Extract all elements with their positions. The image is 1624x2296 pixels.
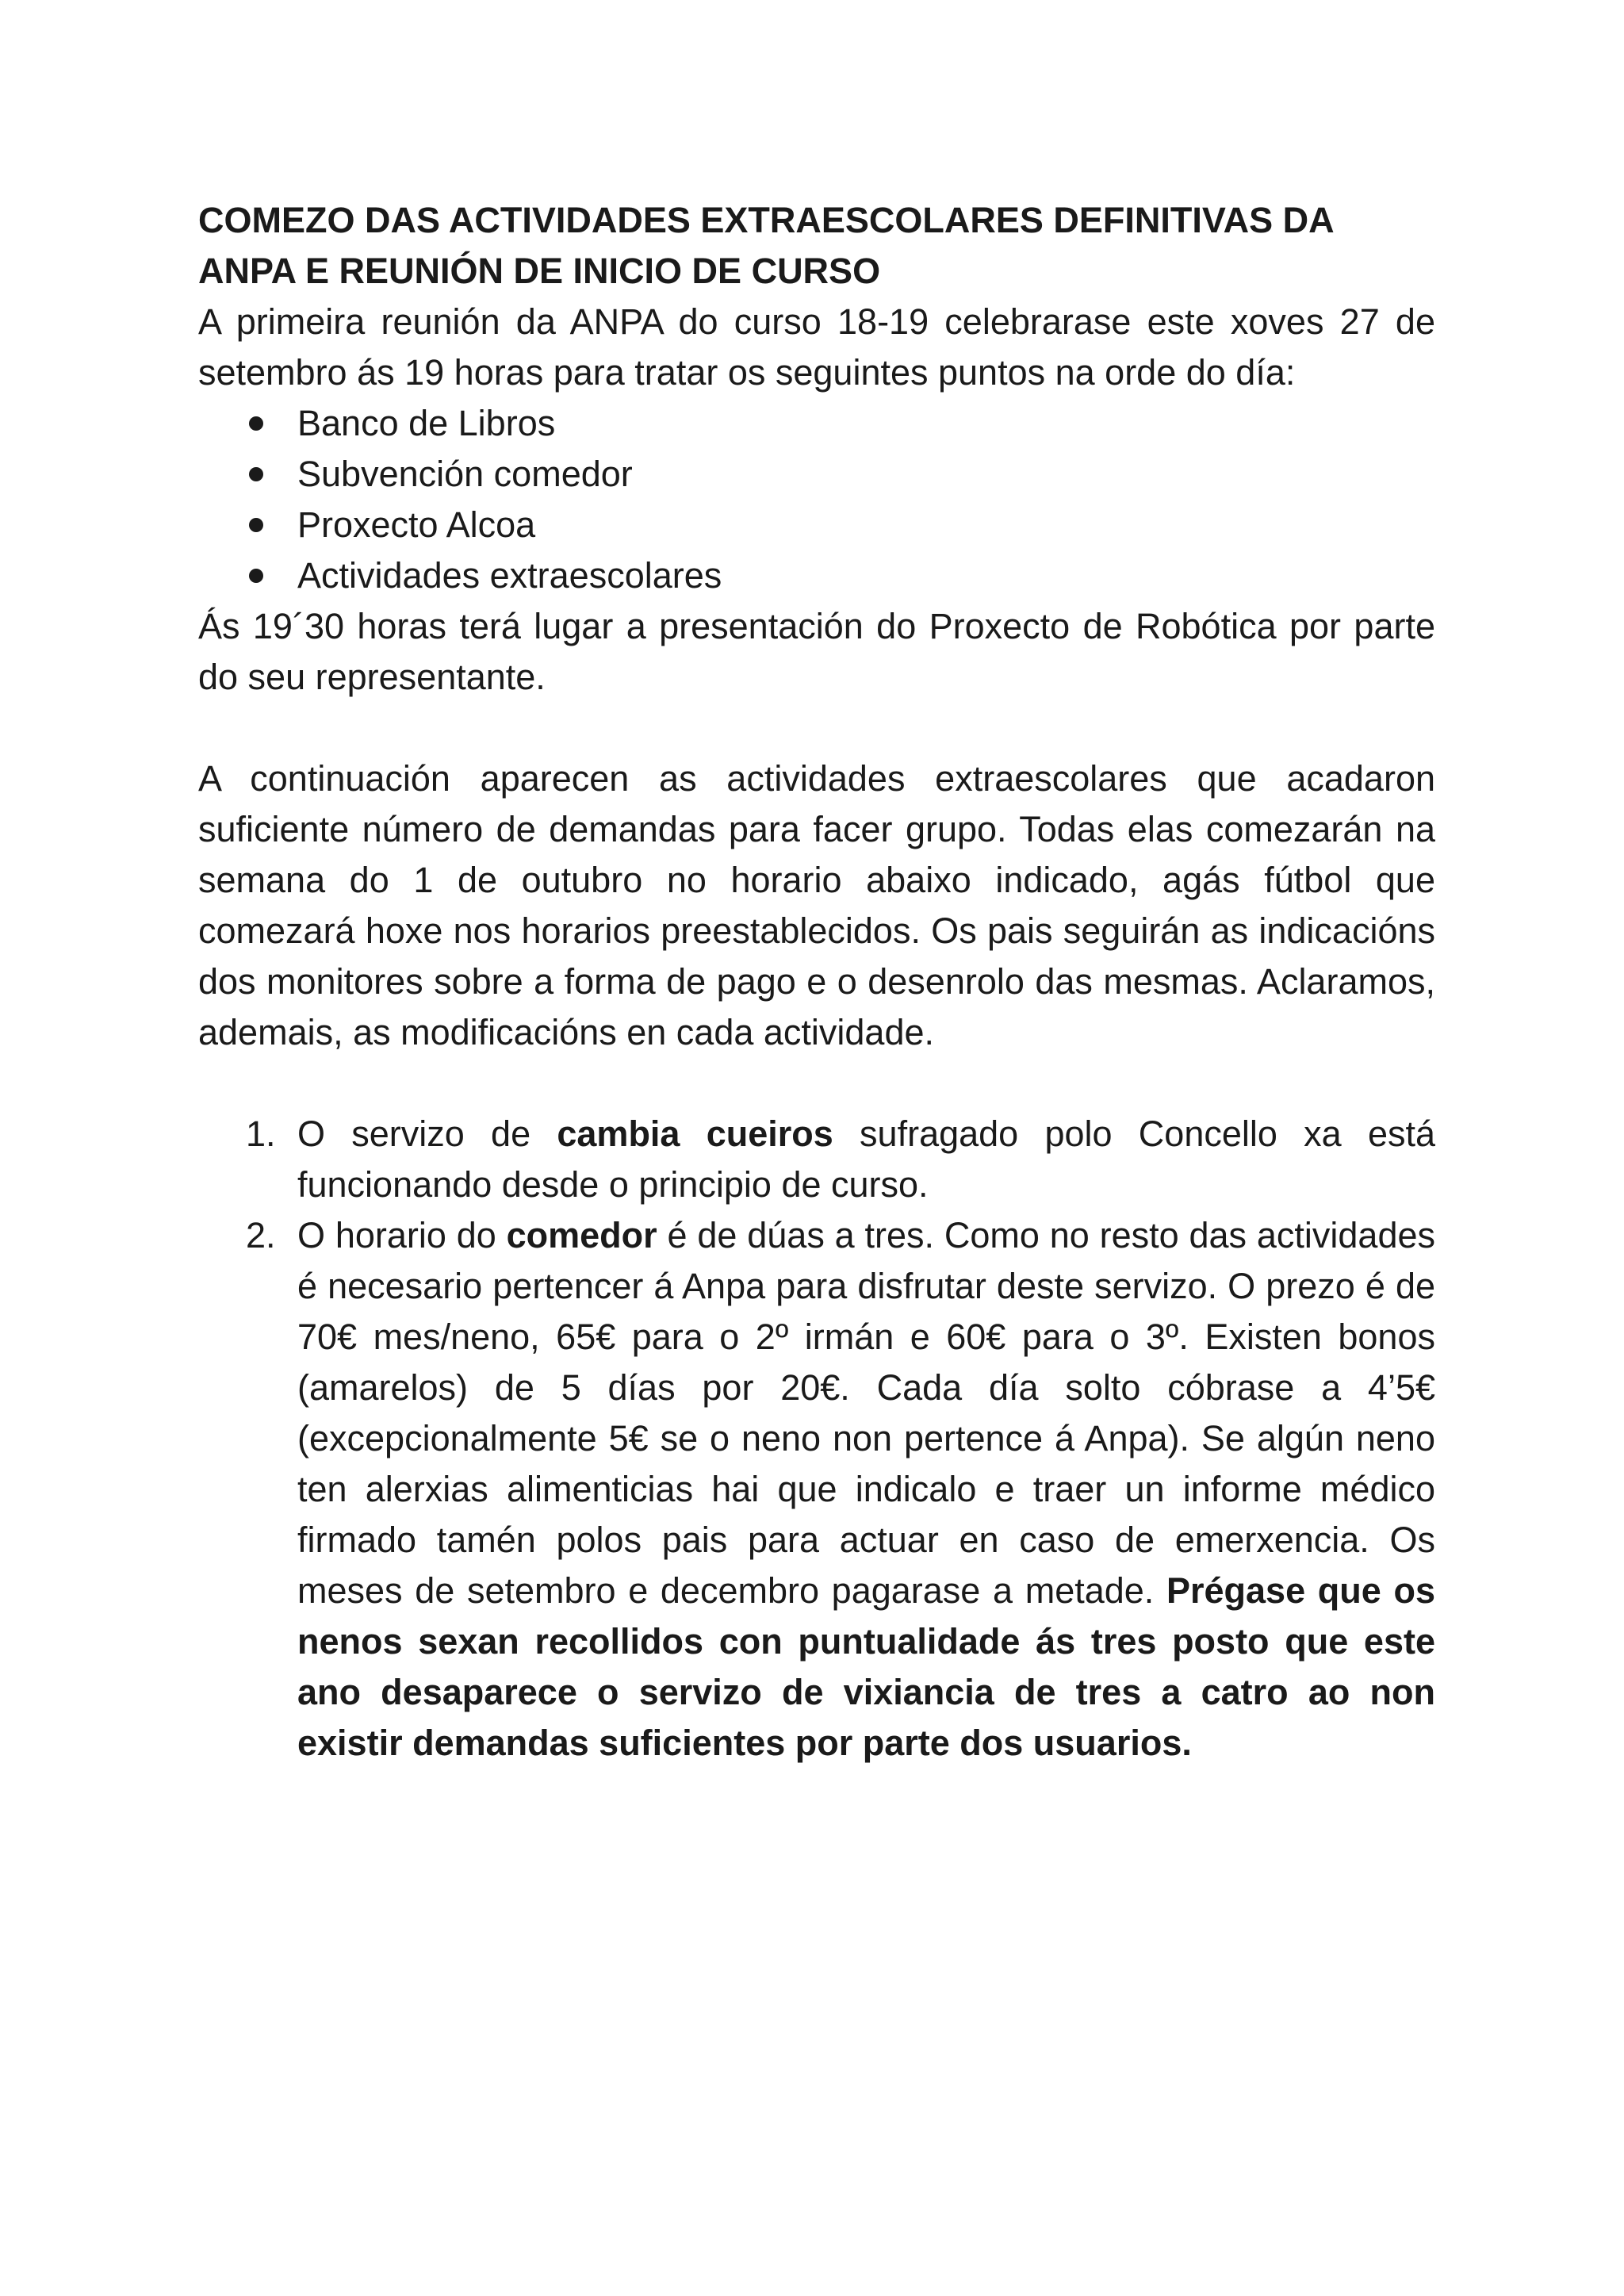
item-text-pre: O horario do [297, 1215, 507, 1255]
item-text-bold: cambia cueiros [557, 1114, 833, 1154]
paragraph-spacer [198, 1058, 1435, 1109]
activities-list [198, 1109, 1435, 1769]
item-text-post: sufragado polo Concello xa está funcionando desde o principio de curso. [297, 1114, 1435, 1205]
agenda-item-text: Subvención comedor [297, 454, 633, 494]
item-text-bold: comedor [506, 1215, 657, 1255]
agenda-item [297, 500, 1435, 550]
document-title: COMEZO DAS ACTIVIDADES EXTRAESCOLARES DEFINITIVAS DA ANPA E REUNIÓN DE INICIO DE CURSO [198, 200, 1333, 291]
activity-item [246, 1109, 1435, 1210]
item-text-bold-end: Prégase que os nenos sexan recollidos con puntualidade ás tres posto que este ano desaparece o servizo de vixiancia de tres a catro ao non existir demandas suficientes por parte dos usuarios. [297, 1570, 1435, 1763]
bullet-icon [249, 416, 263, 431]
activities-paragraph: A continuación aparecen as actividades extraescolares que acadaron suficiente número de demandas para facer grupo. Todas elas comezarán na semana do 1 de outubro no horario abaixo indicado, agás fútbol que comezará hoxe nos horarios preestablecidos. Os pais seguirán as indicacións dos monitores sobre a forma de pago e o desenrolo das mesmas. Aclaramos, ademais, as modificacións en cada actividade. [198, 758, 1435, 1052]
activity-item [246, 1210, 1435, 1769]
item-text-pre: O servizo de [297, 1114, 557, 1154]
agenda-item [297, 550, 1435, 601]
agenda-item-text: Banco de Libros [297, 403, 556, 443]
agenda-list [198, 398, 1435, 601]
intro-paragraph: A primeira reunión da ANPA do curso 18-19 celebrarase este xoves 27 de setembro ás 19 horas para tratar os seguintes puntos na orde do día: [198, 301, 1435, 393]
bullet-icon [249, 467, 263, 481]
agenda-item [297, 449, 1435, 500]
bullet-icon [249, 569, 263, 583]
robotics-paragraph: Ás 19´30 horas terá lugar a presentación do Proxecto de Robótica por parte do seu representante. [198, 606, 1435, 697]
agenda-item [297, 398, 1435, 449]
agenda-item-text: Proxecto Alcoa [297, 504, 536, 545]
item-number: 2. [246, 1215, 276, 1255]
paragraph-spacer [198, 703, 1435, 753]
bullet-icon [249, 518, 263, 532]
agenda-item-text: Actividades extraescolares [297, 555, 722, 596]
item-number: 1. [246, 1114, 276, 1154]
item-text-post: é de dúas a tres. Como no resto das actividades é necesario pertencer á Anpa para disfrutar deste servizo. O prezo é de 70€ mes/neno, 65€ para o 2º irmán e 60€ para o 3º. Existen bonos (amarelos) de 5 días por 20€. Cada día solto cóbrase a 4’5€ (excepcionalmente 5€ se o neno non pertence á Anpa). Se algún neno ten alerxias alimenticias hai que indicalo e traer un informe médico firmado tamén polos pais para actuar en caso de emerxencia. Os meses de setembro e decembro pagarase a metade. [297, 1215, 1435, 1611]
document-page [198, 195, 1435, 1769]
